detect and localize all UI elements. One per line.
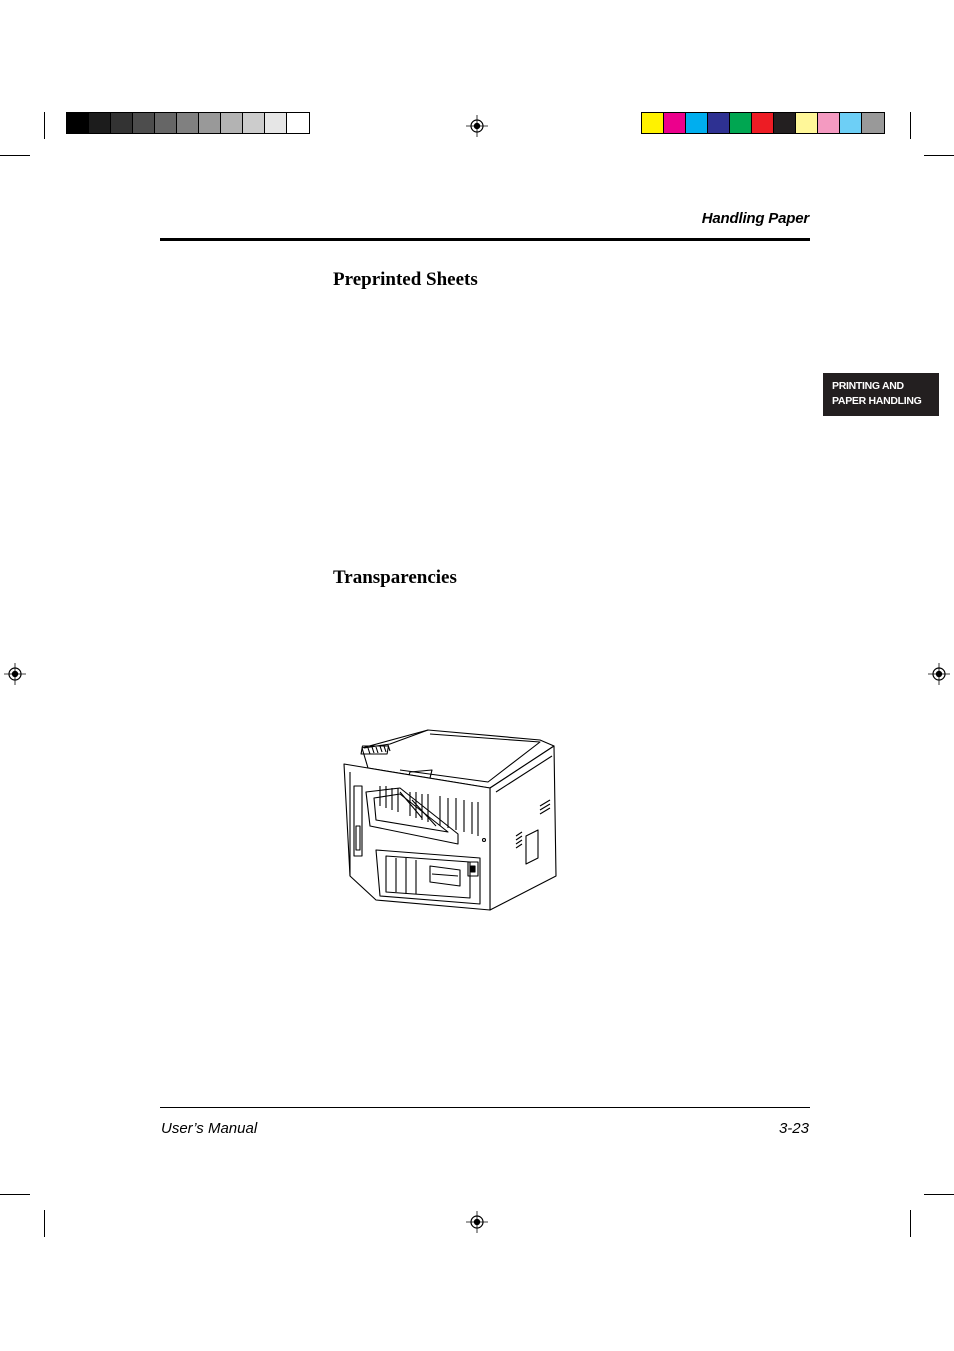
header-rule	[160, 238, 810, 241]
color-swatch	[199, 113, 221, 133]
color-swatch	[89, 113, 111, 133]
color-swatch	[708, 113, 730, 133]
registration-mark-icon	[4, 663, 26, 685]
color-swatch	[221, 113, 243, 133]
color-swatch	[730, 113, 752, 133]
color-swatch	[177, 113, 199, 133]
registration-mark-icon	[466, 1211, 488, 1233]
color-swatch	[774, 113, 796, 133]
crop-mark	[0, 1194, 30, 1195]
crop-mark	[910, 112, 911, 139]
color-swatch	[840, 113, 862, 133]
crop-mark	[44, 112, 45, 139]
grayscale-swatch-bar	[66, 112, 310, 134]
color-swatch	[664, 113, 686, 133]
section-heading-transparencies: Transparencies	[333, 567, 457, 588]
laser-printer-rear-view-icon	[340, 726, 560, 914]
color-swatch	[265, 113, 287, 133]
registration-mark-icon	[928, 663, 950, 685]
running-header: Handling Paper	[701, 210, 809, 227]
crop-mark	[910, 1210, 911, 1237]
color-swatch	[862, 113, 884, 133]
color-swatch	[243, 113, 265, 133]
crop-mark	[0, 155, 30, 156]
section-heading-preprinted-sheets: Preprinted Sheets	[333, 269, 478, 290]
color-swatch	[133, 113, 155, 133]
crop-mark	[44, 1210, 45, 1237]
color-swatch	[111, 113, 133, 133]
crop-mark	[924, 155, 954, 156]
color-swatch	[752, 113, 774, 133]
color-swatch	[287, 113, 309, 133]
color-swatch-bar	[641, 112, 885, 134]
page-number: 3-23	[778, 1120, 809, 1137]
crop-mark	[924, 1194, 954, 1195]
side-tab-line-1: PRINTING AND	[832, 380, 904, 392]
color-swatch	[67, 113, 89, 133]
footer-rule	[160, 1107, 810, 1108]
color-swatch	[796, 113, 818, 133]
footer-manual-title: User’s Manual	[161, 1120, 258, 1137]
registration-mark-icon	[466, 115, 488, 137]
color-swatch	[642, 113, 664, 133]
chapter-side-tab	[823, 373, 939, 416]
side-tab-line-2: PAPER HANDLING	[832, 395, 922, 407]
color-swatch	[686, 113, 708, 133]
color-swatch	[818, 113, 840, 133]
color-swatch	[155, 113, 177, 133]
